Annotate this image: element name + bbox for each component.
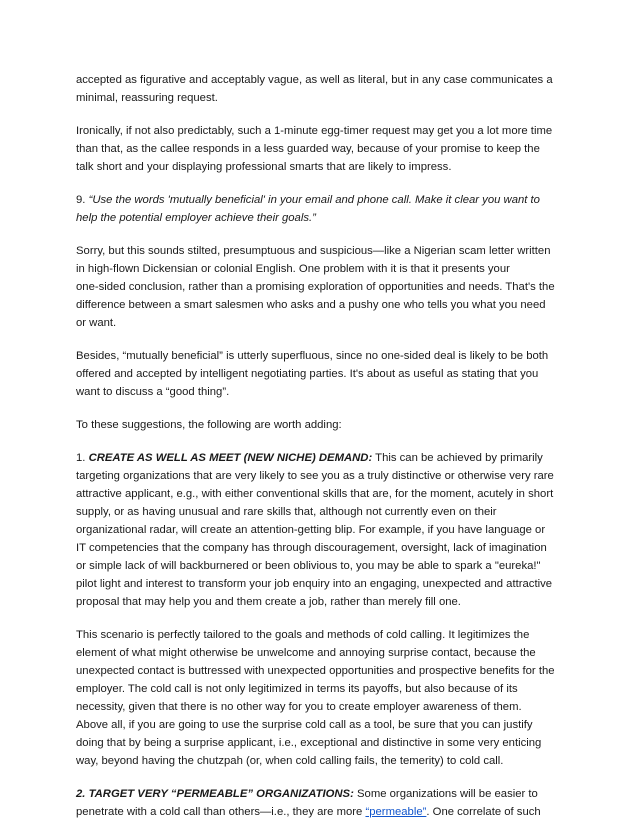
text-line (76, 785, 566, 803)
text-line: unexpected contact is buttressed with unexpected opportunities and prospective benefits for the (76, 665, 555, 677)
text-line: attractive applicant, e.g., with either conventional skills that are, for the moment, acutely in short (76, 488, 554, 500)
text-run: . One correlate of such (426, 806, 541, 818)
text-line: IT competencies that the company has through discouragement, oversight, lack of imagination (76, 542, 547, 554)
text-line: offered and accepted by intelligent negotiating parties. It's about as useful as stating that you (76, 368, 539, 380)
paragraph-item-2 (76, 785, 566, 821)
text-line (76, 803, 566, 821)
text-line: necessity, given that there is no other way for you to create employer awareness of them. (76, 701, 522, 713)
text-line: way, beyond having the chutzpah (or, when cold calling fails, the temerity) to cold call. (76, 755, 504, 767)
text-line: one-sided conclusion, rather than a promising exploration of opportunities and needs. That's the (76, 281, 555, 293)
document-page (76, 71, 566, 836)
text-line: talk short and your displaying professional smarts that are likely to impress. (76, 161, 452, 173)
text-line: organizational radar, will create an attention-getting blip. For example, if you have language or (76, 524, 546, 536)
paragraph-2 (76, 122, 566, 176)
text-line: difference between a smart salesmen who asks and a pushy one who tells you what you need (76, 299, 546, 311)
text-line: Besides, “mutually beneficial” is utterly superfluous, since no one-sided deal is likely to be both (76, 350, 549, 362)
text-line: targeting organizations that are very likely to see you as a truly distinctive or otherwise very rare (76, 470, 554, 482)
text-line: element of what might otherwise be unwelcome and annoying surprise contact, because the (76, 647, 536, 659)
paragraph-4 (76, 242, 566, 332)
text-line: or want. (76, 317, 117, 329)
text-run: Some organizations will be easier to (353, 788, 538, 800)
paragraph-6 (76, 416, 566, 434)
text-line: To these suggestions, the following are worth adding: (76, 419, 342, 431)
text-run: This can be achieved by primarily (372, 452, 543, 464)
paragraph-item-1 (76, 449, 566, 611)
text-line: Above all, if you are going to use the surprise cold call as a tool, be sure that you can justify (76, 719, 533, 731)
text-line: in high-flown Dickensian or colonial English. One problem with it is that it presents your (76, 263, 510, 275)
text-line: pilot light and interest to transform your job enquiry into an engaging, unexpected and attractive (76, 578, 553, 590)
paragraph-1 (76, 71, 566, 107)
paragraph-5 (76, 347, 566, 401)
text-run: penetrate with a cold call than others—i.e., they are more (76, 806, 366, 818)
text-line: than that, as the callee responds in a less guarded way, because of your promise to keep the (76, 143, 540, 155)
section-heading: TARGET VERY “PERMEABLE” ORGANIZATIONS: (88, 788, 354, 800)
paragraph-8 (76, 626, 566, 770)
item-number: 9. (76, 194, 89, 206)
section-heading: CREATE AS WELL AS MEET (NEW NICHE) DEMAND: (88, 452, 373, 464)
paragraph-suggestion-9 (76, 191, 566, 227)
text-line: employer. The cold call is not only legitimized in terms its payoffs, but also because of its (76, 683, 518, 695)
quoted-suggestion: “Use the words 'mutually beneficial' in your email and phone call. Make it clear you want to (88, 194, 540, 206)
text-line: proposal that may help you and them create a job, rather than merely fill one. (76, 596, 461, 608)
item-number: 2. (76, 788, 89, 800)
text-line: doing that by being a surprise applicant, i.e., exceptional and distinctive in some very enticing (76, 737, 542, 749)
text-line: Ironically, if not also predictably, such a 1-minute egg-timer request may get you a lot more time (76, 125, 553, 137)
text-line: or simple lack of will backburnered or been oblivious to, you may be able to spark a "eureka!" (76, 560, 541, 572)
text-line: Sorry, but this sounds stilted, presumptuous and suspicious—like a Nigerian scam letter written (76, 245, 551, 257)
text-line: accepted as figurative and acceptably vague, as well as literal, but in any case communicates a (76, 74, 553, 86)
text-line: want to discuss a “good thing”. (76, 386, 230, 398)
text-line: supply, or as having unusual and rare skills that, although not currently even on their (76, 506, 497, 518)
item-number: 1. (76, 452, 89, 464)
quoted-suggestion: help the potential employer achieve their goals.” (76, 212, 316, 224)
text-line: minimal, reassuring request. (76, 92, 218, 104)
text-line (76, 191, 566, 209)
text-line (76, 449, 566, 467)
text-line: This scenario is perfectly tailored to the goals and methods of cold calling. It legitimizes the (76, 629, 530, 641)
permeable-link[interactable]: “permeable” (365, 806, 427, 818)
